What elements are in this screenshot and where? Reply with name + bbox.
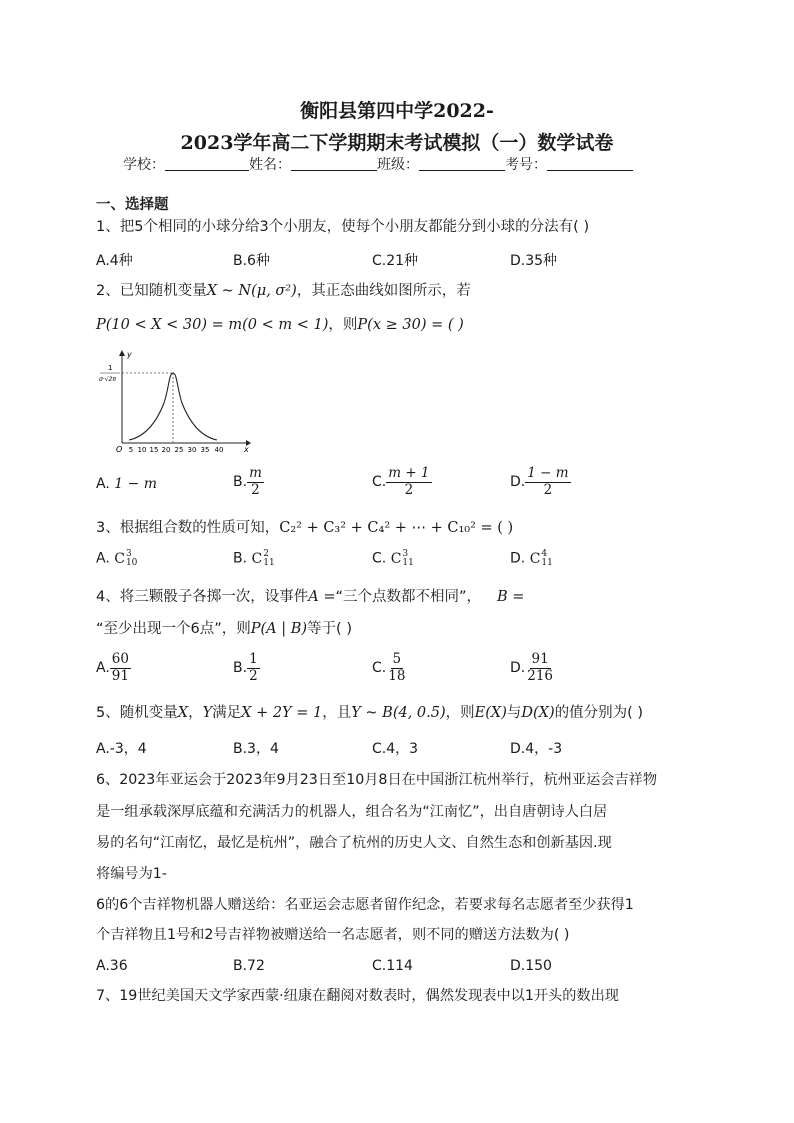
q3-option-d-c: C: [529, 550, 541, 567]
q3-option-d-comb: [530, 551, 553, 567]
question-7-line1: 7、19世纪美国天文学家西蒙·纽康在翻阅对数表时，偶然发现表中以1开头的数出现: [96, 988, 619, 1004]
q3-option-a-sup: 3: [125, 549, 132, 559]
q6-option-c: C.114: [372, 958, 413, 974]
q4-option-d-fraction: [525, 652, 555, 684]
q2-option-c-fraction: [386, 466, 431, 498]
class-blank[interactable]: [419, 156, 505, 171]
q4-text-a: 4、将三颗骰子各掷一次，设事件: [96, 589, 309, 605]
q4-option-c-fraction: [386, 652, 407, 684]
q4-option-b-numerator: 1: [249, 651, 258, 667]
question-6-line3: 易的名句“江南忆，最忆是杭州”，融合了杭州的历史人文、自然生态和创新基因.现: [96, 835, 612, 851]
q3-option-a-comb: [114, 551, 137, 567]
question-6-line2: 是一组承载深厚底蕴和充满活力的机器人，组合名为“江南忆”，出自唐朝诗人白居: [96, 804, 608, 820]
q5-option-c: C.4，3: [372, 741, 419, 757]
q3-option-b-comb: [252, 551, 275, 567]
q3-sum-expr: C₂² + C₃² + C₄² + ⋯ + C₁₀² = ( ): [279, 520, 514, 536]
x-tick-labels: [129, 446, 224, 454]
q3-option-c-sup: 3: [402, 549, 409, 559]
q5-text-c: ，: [188, 705, 203, 721]
q3-option-c-sub: 11: [402, 557, 414, 568]
q6-option-d: D.150: [510, 958, 552, 974]
exam-number-label: 考号：: [505, 157, 547, 173]
q4-text-c: “三个点数都不相同”，: [335, 589, 481, 605]
q2-option-a-expr: 1 − m: [114, 476, 158, 492]
q5-option-a: A.-3，4: [96, 741, 147, 757]
q5-text-a: 5、随机变量: [96, 705, 178, 721]
q2-option-d: [510, 466, 571, 498]
question-3-text: [96, 519, 513, 538]
q4-option-a-numerator: 60: [111, 651, 129, 667]
q2-distribution-expr: X ~ N(μ, σ²): [206, 283, 297, 299]
q3-option-b-sub: 11: [263, 557, 275, 568]
q5-text-h: 与: [506, 705, 522, 721]
q4-option-d-denominator: 216: [527, 667, 554, 684]
q4-option-b: [233, 652, 260, 684]
q5-var-y: Y: [202, 705, 213, 721]
q5-expectation-expr: E(X): [474, 705, 507, 721]
q3-option-a-label: A.: [96, 550, 110, 567]
q2-option-c: [372, 466, 432, 498]
q2-option-b-denominator: 2: [251, 481, 260, 498]
section-heading: 一、选择题: [96, 197, 169, 213]
question-6-line5: 6的6个吉祥物机器人赠送给：名亚运会志愿者留作纪念，若要求每名志愿者至少获得1: [96, 897, 634, 913]
name-label: 姓名：: [249, 157, 291, 173]
school-label: 学校：: [123, 157, 165, 173]
q3-option-b-sup: 2: [263, 549, 269, 559]
q4-option-a-denominator: 91: [111, 667, 129, 684]
q2-option-d-denominator: 2: [543, 481, 553, 498]
q4-option-d: [510, 652, 555, 684]
y-axis-label: y: [127, 350, 132, 359]
x-tick-10: 10: [137, 446, 147, 454]
q4-option-c-denominator: 18: [388, 667, 406, 684]
question-1-text: 1、把5个相同的小球分给3个小朋友，使每个小朋友都能分到小球的分法有( ): [96, 219, 590, 235]
school-blank[interactable]: [165, 156, 249, 171]
q4-option-a: [96, 652, 131, 684]
question-6-line4: 将编号为1-: [96, 866, 167, 882]
q4-option-c-numerator: 5: [392, 651, 402, 667]
origin-label: O: [116, 445, 123, 454]
q3-option-d: [510, 550, 553, 567]
q2-target-expr: P(x ≥ 30) = ( ): [357, 317, 464, 333]
q3-option-c-comb: [391, 551, 414, 567]
q3-option-b-label: B.: [233, 550, 248, 567]
q2-option-c-numerator: m + 1: [388, 465, 430, 481]
x-tick-5: 5: [128, 446, 134, 454]
student-info-row: [123, 154, 633, 174]
q1-option-d: D.35种: [510, 253, 558, 269]
q2-option-a: [96, 476, 157, 492]
x-tick-40: 40: [214, 446, 224, 454]
exam-title-line2: 2023学年高二下学期期末考试模拟（一）数学试卷: [180, 132, 614, 154]
q3-option-b-c: C: [251, 550, 263, 567]
q1-option-a: A.4种: [96, 253, 133, 269]
question-2-line1: [96, 282, 471, 301]
x-tick-35: 35: [200, 446, 210, 454]
q6-option-a: A.36: [96, 958, 128, 974]
question-4-line2: [96, 620, 352, 639]
q4-text-line2c: 等于( ): [307, 621, 352, 637]
q2-option-b-label: B.: [233, 474, 248, 491]
q5-variance-expr: D(X): [521, 705, 555, 721]
q4-option-c-label: C.: [372, 660, 387, 677]
q4-option-b-label: B.: [233, 660, 248, 677]
q2-option-c-denominator: 2: [404, 481, 414, 498]
normal-curve-figure: [96, 348, 252, 458]
q4-option-a-fraction: [110, 652, 131, 684]
q2-text-c: ，则: [328, 317, 358, 333]
q3-option-c: [372, 550, 414, 567]
q2-option-b: [233, 466, 264, 498]
exam-title-line1: 衡阳县第四中学2022-: [300, 100, 494, 122]
peak-label-denominator: σ·√2π: [99, 376, 116, 383]
x-axis-label: x: [244, 445, 249, 454]
q1-option-b: B.6种: [233, 253, 270, 269]
x-tick-15: 15: [149, 446, 159, 454]
q2-option-b-fraction: [247, 466, 264, 498]
q5-relation-expr: X + 2Y = 1: [241, 705, 323, 721]
question-5-text: [96, 704, 643, 723]
q4-conditional-expr: P(A | B): [250, 621, 308, 637]
q3-text: 3、根据组合数的性质可知，: [96, 520, 280, 536]
q3-option-c-label: C.: [372, 550, 387, 567]
q3-option-c-c: C: [390, 550, 402, 567]
question-6-line1: 6、2023年亚运会于2023年9月23日至10月8日在中国浙江杭州举行，杭州亚运会吉祥物: [96, 772, 658, 788]
q3-option-d-sub: 11: [541, 557, 553, 568]
exam-number-blank[interactable]: [547, 156, 633, 171]
q2-option-d-label: D.: [510, 474, 526, 491]
q4-event-b: B =: [497, 589, 525, 605]
q3-option-a-sub: 10: [125, 557, 138, 568]
q2-probability-expr: P(10 < X < 30) = m(0 < m < 1): [96, 317, 329, 333]
q5-text-i: 的值分别为( ): [554, 705, 644, 721]
q4-option-b-denominator: 2: [249, 667, 258, 684]
q4-option-a-label: A.: [96, 660, 110, 677]
question-6-line6: 个吉祥物且1号和2号吉祥物被赠送给一名志愿者，则不同的赠送方法数为( ): [96, 927, 570, 943]
q3-option-b: [233, 550, 275, 567]
q3-option-a: [96, 550, 137, 567]
q4-event-a: A =: [308, 589, 336, 605]
x-tick-30: 30: [187, 446, 197, 454]
peak-label-numerator: 1: [108, 364, 113, 372]
q2-option-d-fraction: [525, 466, 570, 498]
class-label: 班级：: [377, 157, 419, 173]
q2-option-b-numerator: m: [249, 465, 262, 481]
q2-text-b: ，其正态曲线如图所示，若: [296, 283, 471, 299]
name-blank[interactable]: [291, 156, 377, 171]
q3-option-d-label: D.: [510, 550, 526, 567]
q2-option-c-label: C.: [372, 474, 387, 491]
q5-text-f: ，且: [322, 705, 352, 721]
q4-option-d-numerator: 91: [531, 651, 549, 667]
q4-option-c: [372, 652, 407, 684]
q3-option-d-sup: 4: [541, 549, 548, 559]
q4-text-line2a: “至少出现一个6点”，则: [96, 621, 251, 637]
q2-option-d-numerator: 1 − m: [527, 465, 569, 481]
q4-option-d-label: D.: [510, 660, 526, 677]
q2-option-a-label: A.: [96, 476, 110, 492]
q6-option-b: B.72: [233, 958, 265, 974]
q1-option-c: C.21种: [372, 253, 419, 269]
x-tick-25: 25: [174, 446, 184, 454]
q4-option-b-fraction: [247, 652, 260, 684]
q5-option-b: B.3，4: [233, 741, 279, 757]
q5-text-g: ，则: [445, 705, 475, 721]
q5-var-x: X: [177, 705, 189, 721]
y-axis-arrow: [119, 350, 125, 356]
q5-text-e: 满足: [212, 705, 242, 721]
q3-option-a-c: C: [114, 550, 125, 567]
question-4-line1: [96, 588, 524, 607]
question-2-line2: [96, 316, 464, 335]
q2-text-a: 2、已知随机变量: [96, 283, 207, 299]
q5-binomial-expr: Y ~ B(4, 0.5): [351, 705, 446, 721]
x-tick-20: 20: [161, 446, 171, 454]
q5-option-d: D.4，-3: [510, 741, 563, 757]
